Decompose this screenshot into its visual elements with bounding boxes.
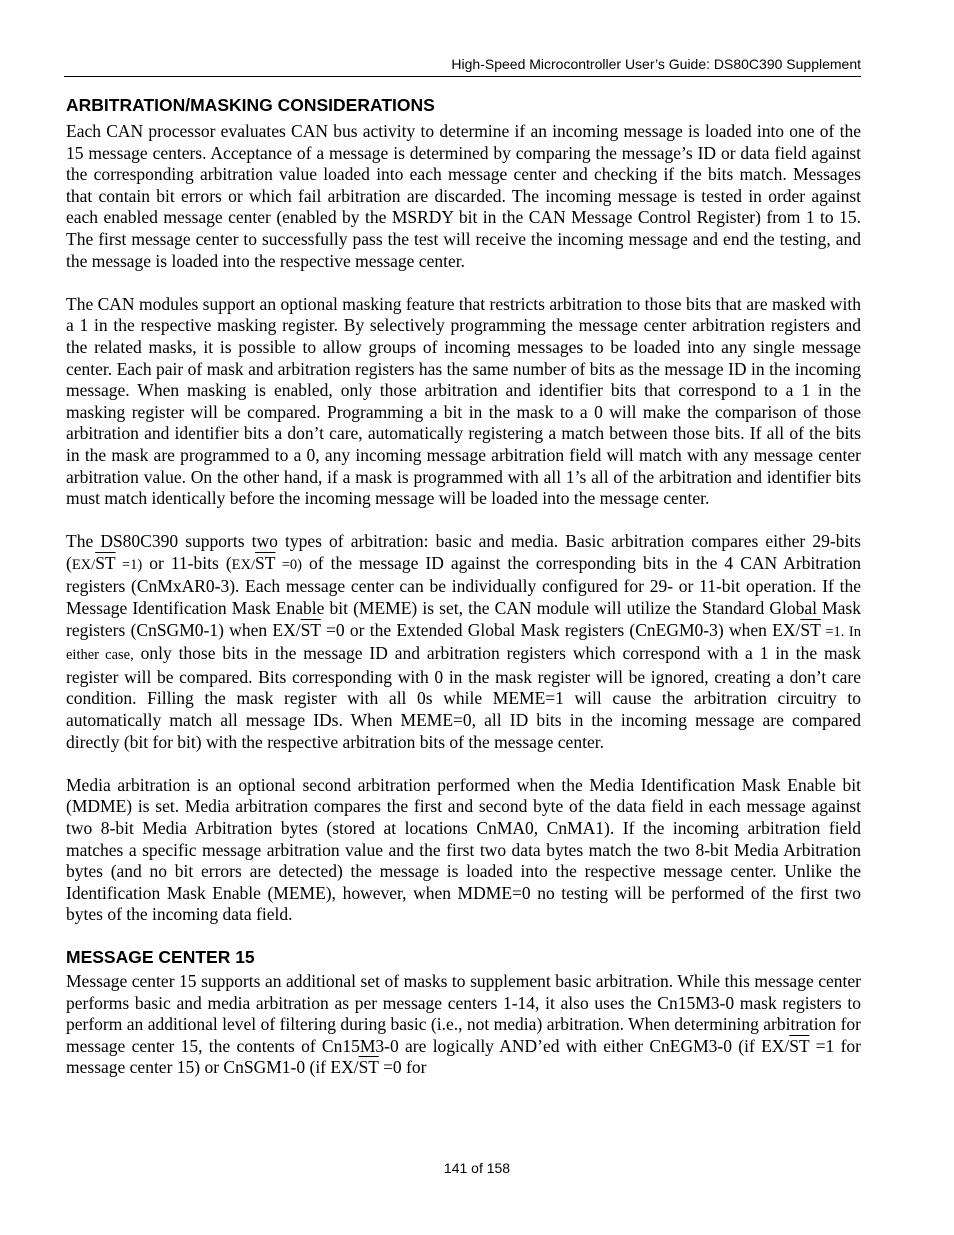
p3-text-5: =1. In either case, [66,623,862,664]
running-header: High-Speed Microcontroller User’s Guide: DS80C390 Supplement [451,56,861,72]
p3-eq-2: =0) [275,556,302,573]
p5-text-1: Message center 15 supports an additional set of masks to supplement basic arbitration. While this message center performs basic and media arbitration as per message centers 1-14, it also uses the Cn15M3-0 mask registers to perform an additional level of filtering during basic (i.e., not media) arbitration. When determining arbitration for message center 15, the contents of Cn15M3-0 are logically AND’ed with either CnEGM3-0 (if EX/ [66,970,861,1056]
p5-text-3: =0 for [378,1057,427,1078]
st-overline-2: $\overline{ST}$ [255,552,276,573]
st-overline-5: $\overline{ST}$ [789,1035,810,1056]
paragraph-can-evaluation: Each CAN processor evaluates CAN bus activity to determine if an incoming message is loaded into one of the 15 message centers. Acceptance of a message is determined by comparing the message’s ID or data field against the corresponding arbitration value loaded into each message center and checking if the bits match. Messages that contain bit errors or which fail arbitration are discarded. The incoming message is tested in order against each enabled message center (enabled by the MSRDY bit in the CAN Message Control Register) from 1 to 15. The first message center to successfully pass the test will receive the incoming message and end the testing, and the message is loaded into the respective message center. [66,121,861,271]
paragraph-message-center-15 [66,971,861,1079]
header-rule [64,76,861,77]
p3-eq-1: =1) [115,556,143,573]
paragraph-media-arbitration: Media arbitration is an optional second arbitration performed when the Media Identification Mask Enable bit (MDME) is set. Media arbitration compares the first and second byte of the data field in each message against two 8-bit Media Arbitration bytes (stored at locations CnMA0, CnMA1). If the incoming arbitration field matches a specific message arbitration value and the first two data bytes match the two 8-bit Media Arbitration bytes (and no bit errors are detected) the message is loaded into the respective message center. Unlike the Identification Mask Enable (MEME), however, when MDME=0 no testing will be performed of the first two bytes of the incoming data field. [66,774,861,925]
p3-text-1: The DS80C390 supports two types of arbitration: basic and media. Basic arbitration compares either 29-bits ( [66,531,861,573]
st-overline-3: $\overline{ST}$ [300,619,321,640]
st-overline-1: $\overline{ST}$ [95,552,116,573]
page-number: 141 of 158 [443,1160,511,1176]
p5-text-2: =1 for message center 15) or CnSGM1-0 (if EX/ [66,1035,862,1078]
section-title-message-center-15: MESSAGE CENTER 15 [66,946,255,967]
p3-text-2: or 11-bits ( [142,552,232,573]
st-overline-4: $\overline{ST}$ [800,619,821,640]
p3-ex-label-1: EX/ [71,556,96,573]
paragraph-arbitration-types [66,531,861,753]
p3-text-3: of the message ID against the corresponding bits in the 4 CAN Arbitration registers (CnMxAR0-3). Each message center can be individually configured for 29- or 11-bit operation. If the Message Identification Mask Enable bit (MEME) is set, the CAN module will utilize the Standard Global Mask registers (CnSGM0-1) when EX/ [66,552,861,640]
p3-ex-label-2: EX/ [231,556,256,573]
p3-text-6: only those bits in the message ID and arbitration registers which correspond with a 1 in the mask register will be compared. Bits corresponding with 0 in the mask register will be ignored, creating a don’t care condition. Filling the mask register with all 0s while MEME=1 will cause the arbitration circuitry to automatically match all message IDs. When MEME=0, all ID bits in the incoming message are compared directly (bit for bit) with the respective arbitration bits of the message center. [66,643,861,752]
st-overline-6: $\overline{ST}$ [358,1057,379,1078]
page-content [66,94,861,1079]
paragraph-masking-feature: The CAN modules support an optional masking feature that restricts arbitration to those bits that are masked with a 1 in the respective masking register. By selectively programming the message center arbitration registers and the related masks, it is possible to allow groups of incoming messages to be loaded into any single message center. Each pair of mask and arbitration registers has the same number of bits as the message ID in the incoming message. When masking is enabled, only those arbitration and identifier bits that correspond to a 1 in the masking register will be compared. Programming a bit in the mask to a 0 will make the comparison of those arbitration and identifier bits a don’t care, automatically registering a match between those bits. If all of the bits in the mask are programmed to a 0, any incoming message arbitration field will match with any message center arbitration value. On the other hand, if a mask is programmed with all 1’s all of the arbitration and identifier bits must match identically before the incoming message will be loaded into the message center. [66,293,861,509]
section-title-arbitration-masking: ARBITRATION/MASKING CONSIDERATIONS [66,95,435,115]
p3-text-4: =0 or the Extended Global Mask registers (CnEGM0-3) when EX/ [320,619,801,640]
